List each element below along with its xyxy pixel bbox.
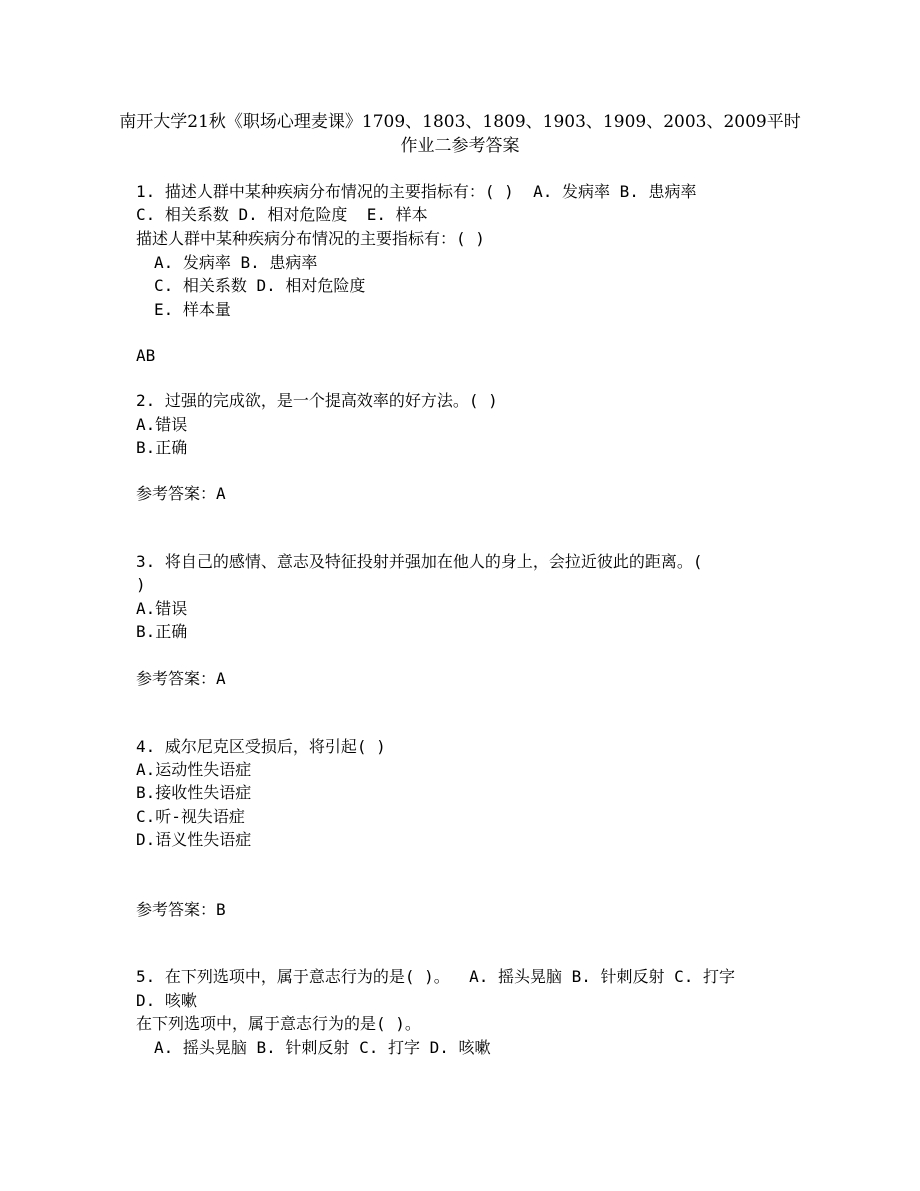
q5-stem: 在下列选项中，属于意志行为的是( )。 [136, 1014, 421, 1033]
q2-stem: 2. 过强的完成欲，是一个提高效率的好方法。( ) [136, 391, 498, 410]
q3-option-b: B.正确 [136, 622, 188, 641]
q3-answer: 参考答案：A [136, 669, 226, 688]
document-title-line-1: 南开大学21秋《职场心理麦课》1709、1803、1809、1903、1909、2003、2009平时 [119, 112, 801, 132]
q1-answer: AB [136, 346, 156, 365]
q4-answer: 参考答案：B [136, 900, 226, 919]
q4-stem: 4. 威尔尼克区受损后，将引起( ) [136, 737, 386, 756]
q2-option-b: B.正确 [136, 438, 188, 457]
q1-stem: 描述人群中某种疾病分布情况的主要指标有：( ) [136, 229, 485, 248]
q1-option-e: E. 样本量 [154, 300, 231, 319]
q5-combined-line-1: 5. 在下列选项中，属于意志行为的是( )。 A. 摇头晃脑 B. 针刺反射 C. 打字 [136, 967, 736, 986]
q4-option-b: B.接收性失语症 [136, 783, 252, 802]
q2-option-a: A.错误 [136, 415, 188, 434]
q3-option-a: A.错误 [136, 599, 188, 618]
q3-stem-line-1: 3. 将自己的感情、意志及特征投射并强加在他人的身上，会拉近彼此的距离。( [136, 552, 703, 571]
q1-combined-line-1: 1. 描述人群中某种疾病分布情况的主要指标有：( ) A. 发病率 B. 患病率 [136, 182, 697, 201]
q4-option-a: A.运动性失语症 [136, 760, 252, 779]
document-title-line-2: 作业二参考答案 [400, 136, 520, 156]
q4-option-c: C.听-视失语症 [136, 807, 245, 826]
q1-options-cd: C. 相关系数 D. 相对危险度 [154, 276, 366, 295]
q4-option-d: D.语义性失语症 [136, 830, 252, 849]
q1-options-ab: A. 发病率 B. 患病率 [154, 253, 318, 272]
q1-combined-line-2: C. 相关系数 D. 相对危险度 E. 样本 [136, 205, 428, 224]
q2-answer: 参考答案：A [136, 484, 226, 503]
q3-stem-line-2: ) [136, 575, 146, 594]
q5-options: A. 摇头晃脑 B. 针刺反射 C. 打字 D. 咳嗽 [154, 1038, 491, 1057]
q5-combined-line-2: D. 咳嗽 [136, 991, 197, 1010]
